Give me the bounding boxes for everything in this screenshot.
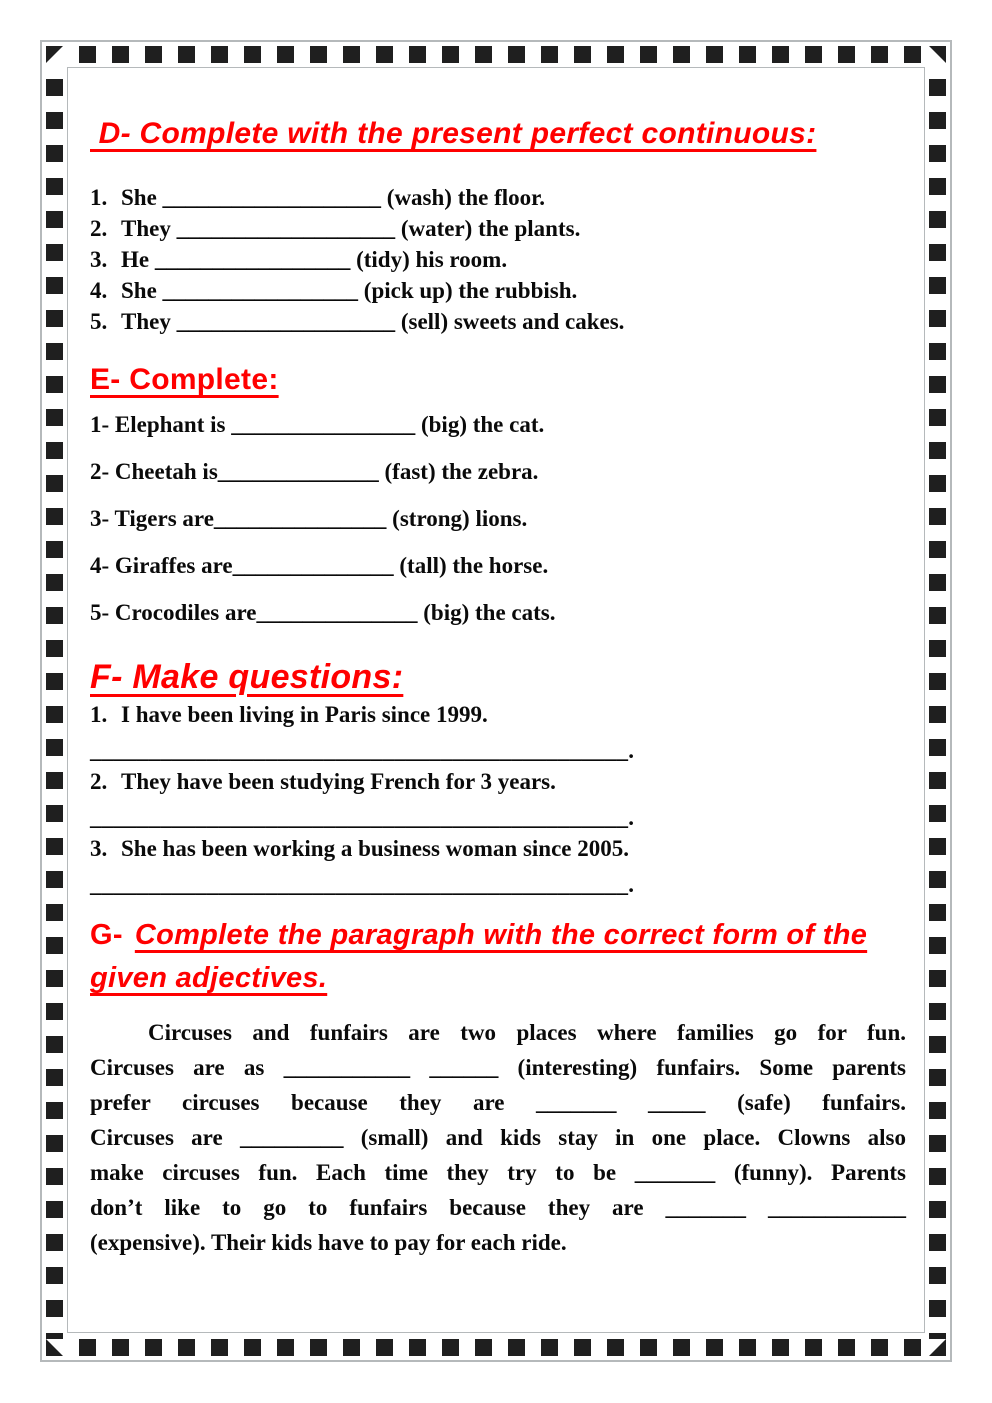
item-number: 3.	[90, 247, 108, 272]
list-item: 5- Crocodiles are______________ (big) the cats.	[90, 600, 556, 625]
section-d-heading: D- Complete with the present perfect continuous:	[90, 117, 817, 150]
item-number: 2.	[90, 216, 108, 241]
answer-blank-line: ______________________________________________.	[90, 805, 635, 830]
list-item: 3- Tigers are_______________ (strong) lions.	[90, 506, 528, 531]
checker-border-left	[46, 63, 63, 1339]
list-item	[90, 182, 906, 213]
paragraph-line: make circuses fun. Each time they try to be _______ (funny). Parents	[90, 1159, 906, 1185]
list-item	[90, 699, 906, 730]
item-number: 2.	[90, 769, 108, 794]
paragraph-line: Circuses are as ___________ ______ (interesting) funfairs. Some parents	[90, 1054, 906, 1080]
list-item	[90, 306, 906, 337]
list-item	[90, 213, 906, 244]
item-text: I have been living in Paris since 1999.	[121, 702, 488, 727]
list-item: 1- Elephant is ________________ (big) the cat.	[90, 412, 545, 437]
item-number: 5.	[90, 309, 108, 334]
item-text: They ___________________ (water) the plants.	[121, 216, 581, 241]
section-g-paragraph	[90, 1015, 906, 1260]
section-g-heading	[90, 914, 906, 1000]
paragraph-line: Circuses are _________ (small) and kids stay in one place. Clowns also	[90, 1124, 906, 1150]
item-number: 1.	[90, 185, 108, 210]
item-text: She ___________________ (wash) the floor.	[121, 185, 546, 210]
section-d-list	[90, 182, 906, 337]
section-e-list	[90, 409, 906, 628]
answer-blank-line: ______________________________________________.	[90, 738, 635, 763]
answer-blank-line: ______________________________________________.	[90, 872, 635, 897]
paragraph-line: prefer circuses because they are _______ _____ (safe) funfairs.	[90, 1089, 906, 1115]
list-item	[90, 244, 906, 275]
paragraph-line: (expensive). Their kids have to pay for each ride.	[90, 1229, 567, 1255]
worksheet-content	[90, 67, 906, 1260]
item-number: 1.	[90, 702, 108, 727]
paragraph-line: Circuses and funfairs are two places where families go for fun.	[148, 1019, 906, 1045]
section-e-heading: E- Complete:	[90, 363, 279, 396]
list-item	[90, 275, 906, 306]
item-text: She _________________ (pick up) the rubbish.	[121, 278, 578, 303]
item-text: They ___________________ (sell) sweets and cakes.	[121, 309, 625, 334]
checker-border-top	[63, 46, 929, 63]
list-item: 2- Cheetah is______________ (fast) the zebra.	[90, 459, 539, 484]
item-text: They have been studying French for 3 years.	[121, 769, 556, 794]
checker-border-right	[929, 63, 946, 1339]
list-item	[90, 766, 906, 797]
list-item: 4- Giraffes are______________ (tall) the horse.	[90, 553, 549, 578]
item-number: 4.	[90, 278, 108, 303]
item-text: He _________________ (tidy) his room.	[121, 247, 508, 272]
item-text: She has been working a business woman since 2005.	[121, 836, 630, 861]
section-f-list	[90, 699, 906, 900]
checker-border-bottom	[63, 1339, 929, 1356]
item-number: 3.	[90, 836, 108, 861]
list-item	[90, 833, 906, 864]
section-g-heading-prefix: G-	[90, 919, 123, 951]
paragraph-line: don’t like to go to funfairs because they are _______ ____________	[90, 1194, 906, 1220]
section-f-heading: F- Make questions:	[90, 658, 404, 696]
section-g-heading-text: Complete the paragraph with the correct form of the given adjectives.	[90, 919, 868, 994]
